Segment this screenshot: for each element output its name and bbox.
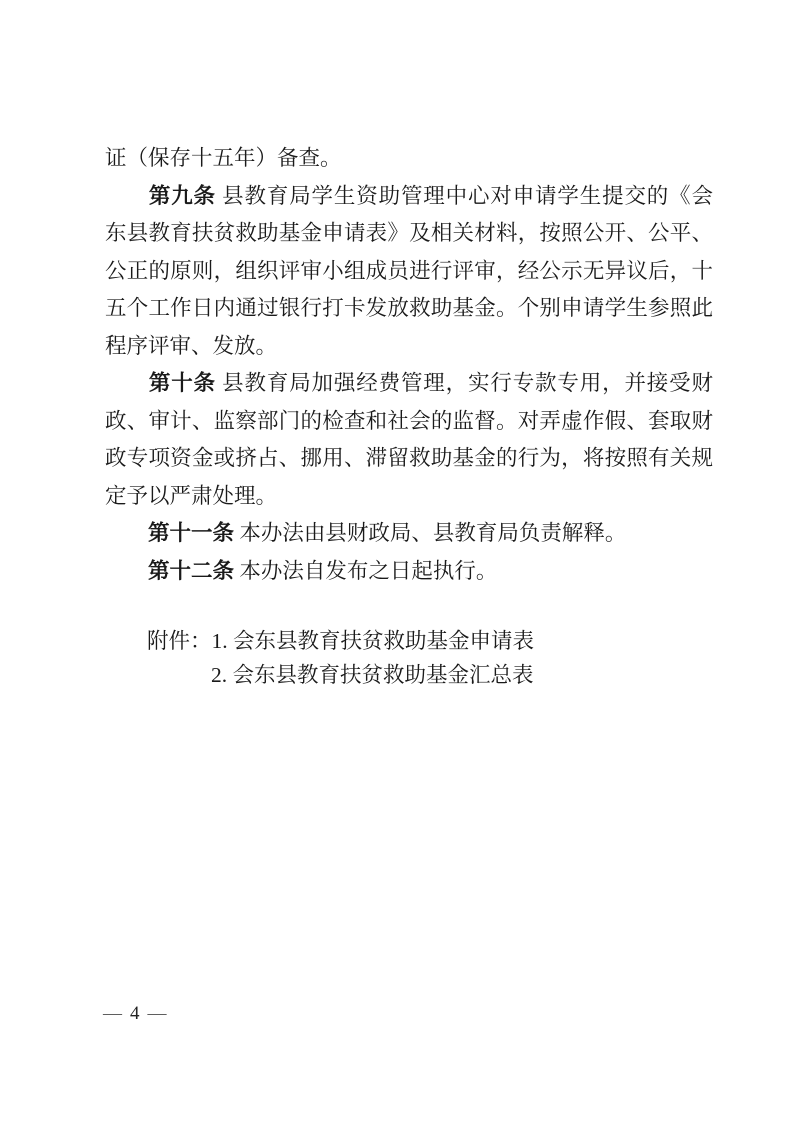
page-number: 4 — [130, 1003, 140, 1024]
footer-dash-left: — — [103, 1003, 122, 1024]
document-body — [105, 140, 713, 692]
attachment-1-title: 1. 会东县教育扶贫救助基金申请表 — [211, 629, 535, 653]
article-10-line-2: 政、审计、监察部门的检查和社会的监督。对弄虚作假、套取财 — [105, 408, 713, 433]
article-12-line — [105, 553, 713, 591]
article-9-line-4: 五个工作日内通过银行打卡发放救助基金。个别申请学生参照此 — [105, 296, 713, 320]
article-9-text: 县教育局学生资助管理中心对申请学生提交的《会 — [222, 183, 713, 208]
article-10-line-4: 定予以严肃处理。 — [105, 483, 278, 508]
article-9-line-5: 程序评审、发放。 — [105, 333, 278, 358]
article-10-line-1 — [105, 365, 713, 403]
attachments-block — [147, 625, 713, 692]
footer-dash-right: — — [147, 1003, 167, 1024]
article-9-line-2: 东县教育扶贫救助基金申请表》及相关材料，按照公开、公平、 — [105, 221, 713, 245]
attachments-label: 附件： — [147, 629, 212, 653]
article-10-text: 县教育局加强经费管理，实行专款专用，并接受财 — [222, 371, 713, 395]
attachment-item-2 — [147, 659, 713, 693]
article-11-line — [105, 515, 713, 553]
article-12-head: 第十二条 — [148, 558, 235, 583]
blank-line-spacer — [105, 590, 713, 625]
continuation-line: 证（保存十五年）备查。 — [105, 146, 342, 170]
attachment-item-1 — [147, 625, 713, 659]
article-11-text: 本办法由县财政局、县教育局负责解释。 — [239, 521, 627, 545]
article-10-line-3: 政专项资金或挤占、挪用、滞留救助基金的行为，将按照有关规 — [105, 446, 713, 470]
article-9-line-1 — [105, 178, 713, 216]
page-footer — [103, 1002, 167, 1026]
attachment-2-title: 2. 会东县教育扶贫救助基金汇总表 — [211, 662, 534, 687]
article-12-text: 本办法自发布之日起执行。 — [239, 558, 498, 583]
article-10-head: 第十条 — [148, 371, 216, 395]
article-9-line-3: 公正的原则，组织评审小组成员进行评审，经公示无异议后，十 — [105, 258, 713, 283]
article-9-head: 第九条 — [148, 183, 216, 208]
article-11-head: 第十一条 — [148, 521, 235, 545]
